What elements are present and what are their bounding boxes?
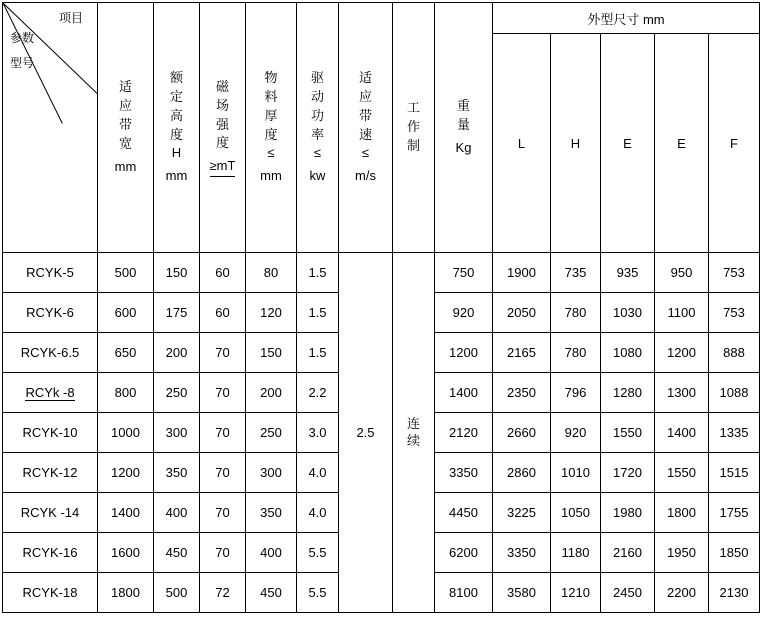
header-belt-width: 适 应 带 宽 mm <box>98 3 154 253</box>
header-dim-F: F <box>709 34 760 253</box>
row-magnetic: 70 <box>200 493 246 533</box>
row-dim-E1: 935 <box>601 253 655 293</box>
header-dim-E2: E <box>655 34 709 253</box>
row-weight: 1400 <box>435 373 493 413</box>
row-model: RCYK-5 <box>3 253 98 293</box>
row-belt-width: 650 <box>98 333 154 373</box>
row-power: 5.5 <box>297 533 339 573</box>
row-magnetic: 60 <box>200 253 246 293</box>
row-dim-E1: 1720 <box>601 453 655 493</box>
row-dim-E1: 1280 <box>601 373 655 413</box>
row-thickness: 250 <box>246 413 297 453</box>
header-dim-E1: E <box>601 34 655 253</box>
row-dim-L: 2050 <box>493 293 551 333</box>
row-dim-E1: 2160 <box>601 533 655 573</box>
row-dim-F: 1335 <box>709 413 760 453</box>
row-dim-E2: 1800 <box>655 493 709 533</box>
row-dim-F: 1755 <box>709 493 760 533</box>
row-belt-width: 500 <box>98 253 154 293</box>
row-dim-E2: 1550 <box>655 453 709 493</box>
table-row <box>3 253 760 293</box>
row-dim-E2: 1950 <box>655 533 709 573</box>
header-row-primary <box>3 3 760 34</box>
row-dim-E2: 2200 <box>655 573 709 613</box>
row-dim-E2: 1300 <box>655 373 709 413</box>
row-height: 350 <box>154 453 200 493</box>
row-belt-width: 1800 <box>98 573 154 613</box>
row-height: 450 <box>154 533 200 573</box>
row-belt-width: 600 <box>98 293 154 333</box>
row-dim-E1: 1550 <box>601 413 655 453</box>
row-weight: 750 <box>435 253 493 293</box>
row-magnetic: 70 <box>200 453 246 493</box>
row-dim-F: 1088 <box>709 373 760 413</box>
row-dim-F: 2130 <box>709 573 760 613</box>
row-dim-H: 796 <box>551 373 601 413</box>
row-weight: 6200 <box>435 533 493 573</box>
row-power: 2.2 <box>297 373 339 413</box>
row-height: 300 <box>154 413 200 453</box>
row-power: 3.0 <box>297 413 339 453</box>
header-belt-speed: 适 应 带 速 ≤ m/s <box>339 3 393 253</box>
row-power: 1.5 <box>297 293 339 333</box>
row-model: RCYK-10 <box>3 413 98 453</box>
header-dim-L: L <box>493 34 551 253</box>
row-weight: 4450 <box>435 493 493 533</box>
row-dim-E2: 1100 <box>655 293 709 333</box>
corner-model-label: 型号 <box>10 56 35 70</box>
row-model: RCYK-12 <box>3 453 98 493</box>
header-dim-H: H <box>551 34 601 253</box>
row-dim-E1: 2450 <box>601 573 655 613</box>
corner-item-label: 项目 <box>59 11 84 25</box>
row-magnetic: 70 <box>200 333 246 373</box>
row-height: 250 <box>154 373 200 413</box>
row-belt-width: 1000 <box>98 413 154 453</box>
row-dim-L: 2860 <box>493 453 551 493</box>
row-power: 1.5 <box>297 333 339 373</box>
row-model: RCYK-18 <box>3 573 98 613</box>
row-weight: 8100 <box>435 573 493 613</box>
row-height: 500 <box>154 573 200 613</box>
row-model: RCYK-6 <box>3 293 98 333</box>
row-dim-L: 1900 <box>493 253 551 293</box>
row-dim-E1: 1080 <box>601 333 655 373</box>
header-corner-cell <box>3 3 98 253</box>
row-dim-F: 1515 <box>709 453 760 493</box>
row-dim-H: 1210 <box>551 573 601 613</box>
row-thickness: 200 <box>246 373 297 413</box>
row-dim-E2: 1400 <box>655 413 709 453</box>
header-magnetic-field: 磁 场 强 度 ≥mT <box>200 3 246 253</box>
row-height: 150 <box>154 253 200 293</box>
row-model: RCYk -8 <box>3 373 98 413</box>
row-belt-width: 1400 <box>98 493 154 533</box>
row-height: 200 <box>154 333 200 373</box>
row-belt-width: 800 <box>98 373 154 413</box>
row-dim-H: 1180 <box>551 533 601 573</box>
row-magnetic: 60 <box>200 293 246 333</box>
header-outer-dimensions-title: 外型尺寸 mm <box>493 3 760 34</box>
row-model: RCYK-6.5 <box>3 333 98 373</box>
row-power: 5.5 <box>297 573 339 613</box>
row-dim-F: 1850 <box>709 533 760 573</box>
row-dim-F: 888 <box>709 333 760 373</box>
row-dim-H: 1010 <box>551 453 601 493</box>
row-weight: 1200 <box>435 333 493 373</box>
row-power: 4.0 <box>297 493 339 533</box>
row-magnetic: 72 <box>200 573 246 613</box>
row-model: RCYK -14 <box>3 493 98 533</box>
row-thickness: 350 <box>246 493 297 533</box>
row-magnetic: 70 <box>200 413 246 453</box>
row-dim-H: 780 <box>551 293 601 333</box>
specification-table <box>2 2 760 613</box>
corner-param-label: 参数 <box>10 31 35 45</box>
row-dim-L: 3580 <box>493 573 551 613</box>
row-dim-H: 780 <box>551 333 601 373</box>
row-dim-E2: 950 <box>655 253 709 293</box>
row-dim-L: 3225 <box>493 493 551 533</box>
row-thickness: 400 <box>246 533 297 573</box>
row-power: 4.0 <box>297 453 339 493</box>
row-belt-width: 1200 <box>98 453 154 493</box>
row-dim-L: 2660 <box>493 413 551 453</box>
row-dim-E1: 1030 <box>601 293 655 333</box>
row-weight: 3350 <box>435 453 493 493</box>
header-rated-height: 额 定 高 度 H mm <box>154 3 200 253</box>
row-dim-E2: 1200 <box>655 333 709 373</box>
row-dim-L: 2165 <box>493 333 551 373</box>
row-dim-H: 920 <box>551 413 601 453</box>
row-power: 1.5 <box>297 253 339 293</box>
row-dim-E1: 1980 <box>601 493 655 533</box>
header-drive-power: 驱 动 功 率 ≤ kw <box>297 3 339 253</box>
row-thickness: 80 <box>246 253 297 293</box>
row-weight: 2120 <box>435 413 493 453</box>
row-dim-F: 753 <box>709 253 760 293</box>
row-model: RCYK-16 <box>3 533 98 573</box>
row-dim-F: 753 <box>709 293 760 333</box>
header-material-thickness: 物 料 厚 度 ≤ mm <box>246 3 297 253</box>
row-thickness: 120 <box>246 293 297 333</box>
row-magnetic: 70 <box>200 373 246 413</box>
row-weight: 920 <box>435 293 493 333</box>
row-dim-H: 735 <box>551 253 601 293</box>
row-thickness: 450 <box>246 573 297 613</box>
row-dim-L: 3350 <box>493 533 551 573</box>
merged-belt-speed-value: 2.5 <box>339 253 393 613</box>
row-magnetic: 70 <box>200 533 246 573</box>
merged-work-system-value: 连 续 <box>393 253 435 613</box>
row-height: 400 <box>154 493 200 533</box>
header-weight: 重 量 Kg <box>435 3 493 253</box>
header-work-system: 工 作 制 <box>393 3 435 253</box>
row-thickness: 150 <box>246 333 297 373</box>
row-dim-H: 1050 <box>551 493 601 533</box>
row-dim-L: 2350 <box>493 373 551 413</box>
row-thickness: 300 <box>246 453 297 493</box>
row-height: 175 <box>154 293 200 333</box>
row-belt-width: 1600 <box>98 533 154 573</box>
